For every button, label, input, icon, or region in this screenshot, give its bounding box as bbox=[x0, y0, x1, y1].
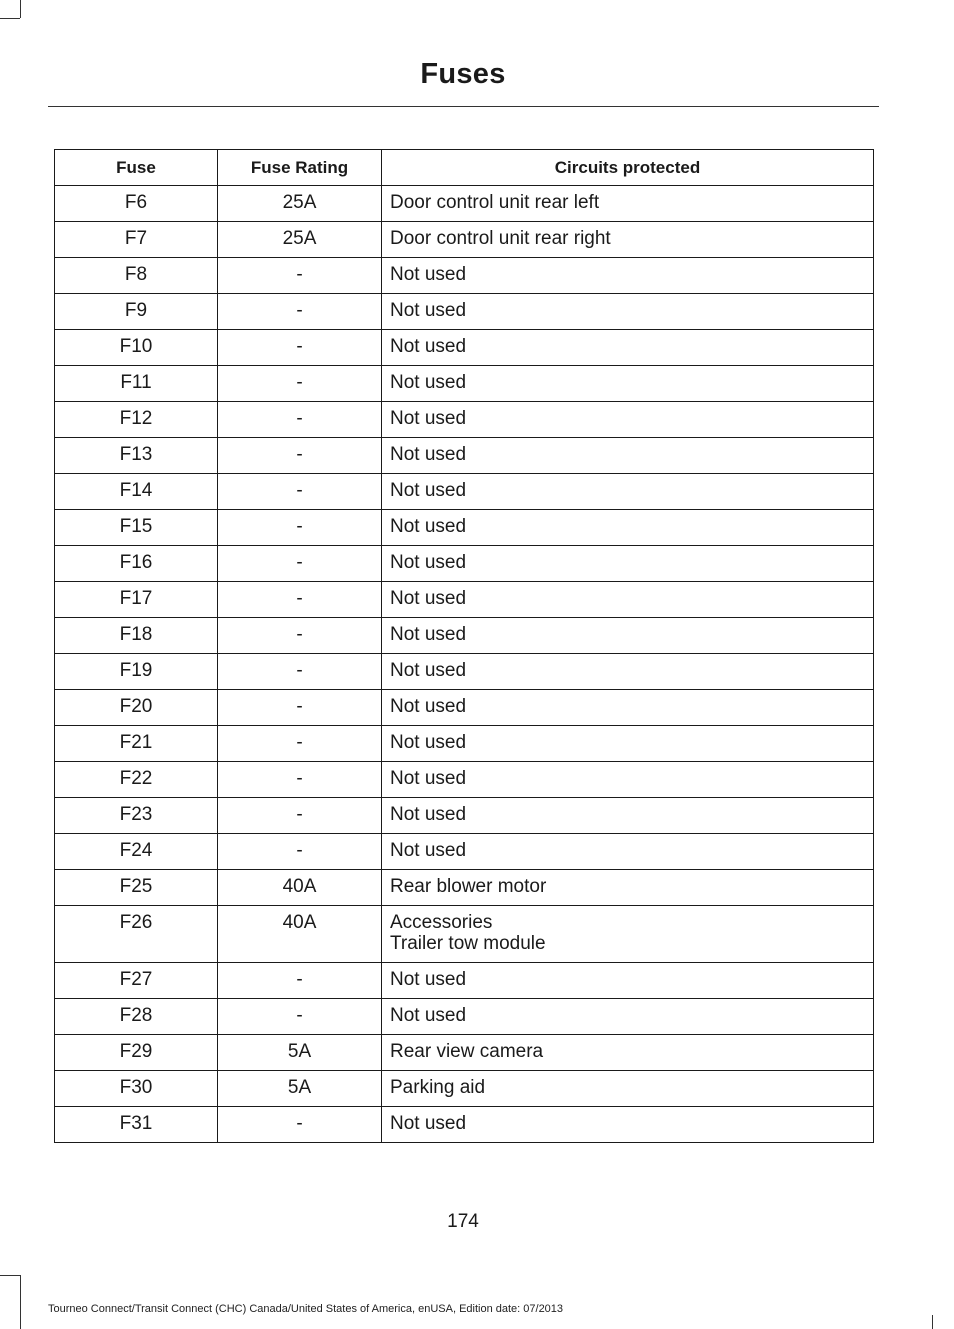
table-row bbox=[55, 906, 874, 963]
circuit-name: Not used bbox=[390, 624, 467, 645]
fuse-id-cell: F13 bbox=[55, 438, 218, 474]
table-row bbox=[55, 726, 874, 762]
fuse-rating-cell: - bbox=[218, 798, 382, 834]
table-row bbox=[55, 582, 874, 618]
table-row bbox=[55, 654, 874, 690]
fuse-id-cell: F27 bbox=[55, 963, 218, 999]
table-row bbox=[55, 798, 874, 834]
circuit-name: Not used bbox=[390, 1113, 467, 1134]
circuits-protected-cell bbox=[382, 1107, 874, 1143]
circuits-protected-cell bbox=[382, 963, 874, 999]
fuse-rating-cell: - bbox=[218, 546, 382, 582]
crop-mark bbox=[20, 1275, 21, 1329]
column-header-fuse-rating: Fuse Rating bbox=[218, 150, 382, 186]
table-row bbox=[55, 1107, 874, 1143]
fuse-id-cell: F11 bbox=[55, 366, 218, 402]
circuit-name: Not used bbox=[390, 696, 467, 717]
fuse-rating-cell: - bbox=[218, 690, 382, 726]
circuit-name: Trailer tow module bbox=[390, 933, 546, 954]
circuit-name: Not used bbox=[390, 336, 467, 357]
circuits-protected-cell bbox=[382, 474, 874, 510]
circuits-protected-cell bbox=[382, 654, 874, 690]
crop-mark bbox=[932, 1315, 933, 1329]
circuit-name: Not used bbox=[390, 768, 467, 789]
circuits-protected-cell bbox=[382, 1035, 874, 1071]
fuse-id-cell: F10 bbox=[55, 330, 218, 366]
circuit-name: Not used bbox=[390, 300, 467, 321]
circuit-name: Parking aid bbox=[390, 1077, 486, 1098]
table-row bbox=[55, 258, 874, 294]
fuse-rating-cell: - bbox=[218, 1107, 382, 1143]
circuits-protected-cell bbox=[382, 186, 874, 222]
circuits-protected-cell bbox=[382, 726, 874, 762]
table-row bbox=[55, 474, 874, 510]
circuit-name: Not used bbox=[390, 660, 467, 681]
circuits-protected-cell bbox=[382, 510, 874, 546]
circuit-name: Not used bbox=[390, 480, 467, 501]
circuits-protected-cell bbox=[382, 690, 874, 726]
crop-mark bbox=[20, 0, 21, 18]
fuse-rating-cell: 25A bbox=[218, 222, 382, 258]
fuse-id-cell: F15 bbox=[55, 510, 218, 546]
fuse-rating-cell: 5A bbox=[218, 1071, 382, 1107]
circuit-name: Not used bbox=[390, 969, 467, 990]
fuse-rating-cell: 40A bbox=[218, 870, 382, 906]
table-row bbox=[55, 222, 874, 258]
fuse-id-cell: F21 bbox=[55, 726, 218, 762]
fuse-rating-cell: - bbox=[218, 366, 382, 402]
fuse-id-cell: F31 bbox=[55, 1107, 218, 1143]
circuit-name: Not used bbox=[390, 732, 467, 753]
fuse-id-cell: F17 bbox=[55, 582, 218, 618]
fuse-rating-cell: 5A bbox=[218, 1035, 382, 1071]
circuits-protected-cell bbox=[382, 582, 874, 618]
fuse-id-cell: F9 bbox=[55, 294, 218, 330]
fuse-id-cell: F18 bbox=[55, 618, 218, 654]
fuse-rating-cell: - bbox=[218, 582, 382, 618]
fuse-id-cell: F30 bbox=[55, 1071, 218, 1107]
circuits-protected-cell bbox=[382, 618, 874, 654]
fuse-rating-cell: - bbox=[218, 438, 382, 474]
fuse-id-cell: F14 bbox=[55, 474, 218, 510]
circuits-protected-cell bbox=[382, 762, 874, 798]
fuse-id-cell: F12 bbox=[55, 402, 218, 438]
fuse-rating-cell: - bbox=[218, 330, 382, 366]
table-body bbox=[55, 186, 874, 1143]
table-row bbox=[55, 999, 874, 1035]
fuse-id-cell: F24 bbox=[55, 834, 218, 870]
table-row bbox=[55, 546, 874, 582]
fuse-id-cell: F16 bbox=[55, 546, 218, 582]
title-divider bbox=[48, 106, 879, 107]
circuit-name: Not used bbox=[390, 840, 467, 861]
fuse-rating-cell: - bbox=[218, 474, 382, 510]
fuse-rating-cell: - bbox=[218, 402, 382, 438]
crop-mark bbox=[0, 1275, 20, 1276]
circuit-name: Not used bbox=[390, 408, 467, 429]
fuse-id-cell: F29 bbox=[55, 1035, 218, 1071]
circuits-protected-cell bbox=[382, 546, 874, 582]
fuse-rating-cell: 25A bbox=[218, 186, 382, 222]
fuse-id-cell: F26 bbox=[55, 906, 218, 963]
table-row bbox=[55, 366, 874, 402]
table-row bbox=[55, 762, 874, 798]
fuse-rating-cell: - bbox=[218, 963, 382, 999]
fuse-rating-cell: - bbox=[218, 258, 382, 294]
circuits-protected-cell bbox=[382, 999, 874, 1035]
circuit-name: Accessories bbox=[390, 912, 493, 933]
page-title: Fuses bbox=[420, 58, 506, 90]
footer-edition-text: Tourneo Connect/Transit Connect (CHC) Canada/United States of America, enUSA, Edition date: 07/2013 bbox=[48, 1303, 564, 1315]
fuse-table bbox=[54, 149, 874, 1143]
table-row bbox=[55, 690, 874, 726]
circuits-protected-cell bbox=[382, 222, 874, 258]
circuit-name: Not used bbox=[390, 804, 467, 825]
table-row bbox=[55, 618, 874, 654]
fuse-rating-cell: - bbox=[218, 618, 382, 654]
circuit-name: Rear blower motor bbox=[390, 876, 547, 897]
circuit-name: Not used bbox=[390, 552, 467, 573]
table-row bbox=[55, 438, 874, 474]
circuit-name: Door control unit rear right bbox=[390, 228, 611, 249]
column-header-fuse: Fuse bbox=[55, 150, 218, 186]
fuse-rating-cell: - bbox=[218, 510, 382, 546]
fuse-id-cell: F6 bbox=[55, 186, 218, 222]
circuit-name: Door control unit rear left bbox=[390, 192, 600, 213]
fuse-id-cell: F28 bbox=[55, 999, 218, 1035]
table-header-row bbox=[55, 150, 874, 186]
table-row bbox=[55, 402, 874, 438]
fuse-id-cell: F7 bbox=[55, 222, 218, 258]
circuits-protected-cell bbox=[382, 402, 874, 438]
table-row bbox=[55, 1035, 874, 1071]
table-row bbox=[55, 963, 874, 999]
fuse-rating-cell: - bbox=[218, 834, 382, 870]
table-row bbox=[55, 870, 874, 906]
circuits-protected-cell bbox=[382, 438, 874, 474]
fuse-rating-cell: - bbox=[218, 999, 382, 1035]
circuit-name: Not used bbox=[390, 1005, 467, 1026]
table-row bbox=[55, 834, 874, 870]
page-number: 174 bbox=[447, 1211, 479, 1232]
fuse-rating-cell: - bbox=[218, 654, 382, 690]
table-row bbox=[55, 186, 874, 222]
crop-mark bbox=[0, 18, 20, 19]
circuits-protected-cell bbox=[382, 366, 874, 402]
fuse-rating-cell: 40A bbox=[218, 906, 382, 963]
fuse-id-cell: F25 bbox=[55, 870, 218, 906]
circuits-protected-cell bbox=[382, 330, 874, 366]
circuits-protected-cell bbox=[382, 870, 874, 906]
circuit-name: Rear view camera bbox=[390, 1041, 544, 1062]
circuit-name: Not used bbox=[390, 588, 467, 609]
circuits-protected-cell bbox=[382, 258, 874, 294]
table-row bbox=[55, 1071, 874, 1107]
column-header-circuits-protected: Circuits protected bbox=[382, 150, 874, 186]
circuit-name: Not used bbox=[390, 516, 467, 537]
circuit-name: Not used bbox=[390, 264, 467, 285]
circuit-name: Not used bbox=[390, 444, 467, 465]
circuits-protected-cell bbox=[382, 834, 874, 870]
fuse-id-cell: F20 bbox=[55, 690, 218, 726]
fuse-rating-cell: - bbox=[218, 762, 382, 798]
fuse-id-cell: F23 bbox=[55, 798, 218, 834]
circuits-protected-cell bbox=[382, 1071, 874, 1107]
circuits-protected-cell bbox=[382, 294, 874, 330]
circuits-protected-cell bbox=[382, 906, 874, 963]
table-row bbox=[55, 510, 874, 546]
table-row bbox=[55, 330, 874, 366]
circuit-name: Not used bbox=[390, 372, 467, 393]
fuse-rating-cell: - bbox=[218, 294, 382, 330]
fuse-id-cell: F22 bbox=[55, 762, 218, 798]
table-row bbox=[55, 294, 874, 330]
fuse-id-cell: F19 bbox=[55, 654, 218, 690]
fuse-rating-cell: - bbox=[218, 726, 382, 762]
circuits-protected-cell bbox=[382, 798, 874, 834]
fuse-id-cell: F8 bbox=[55, 258, 218, 294]
